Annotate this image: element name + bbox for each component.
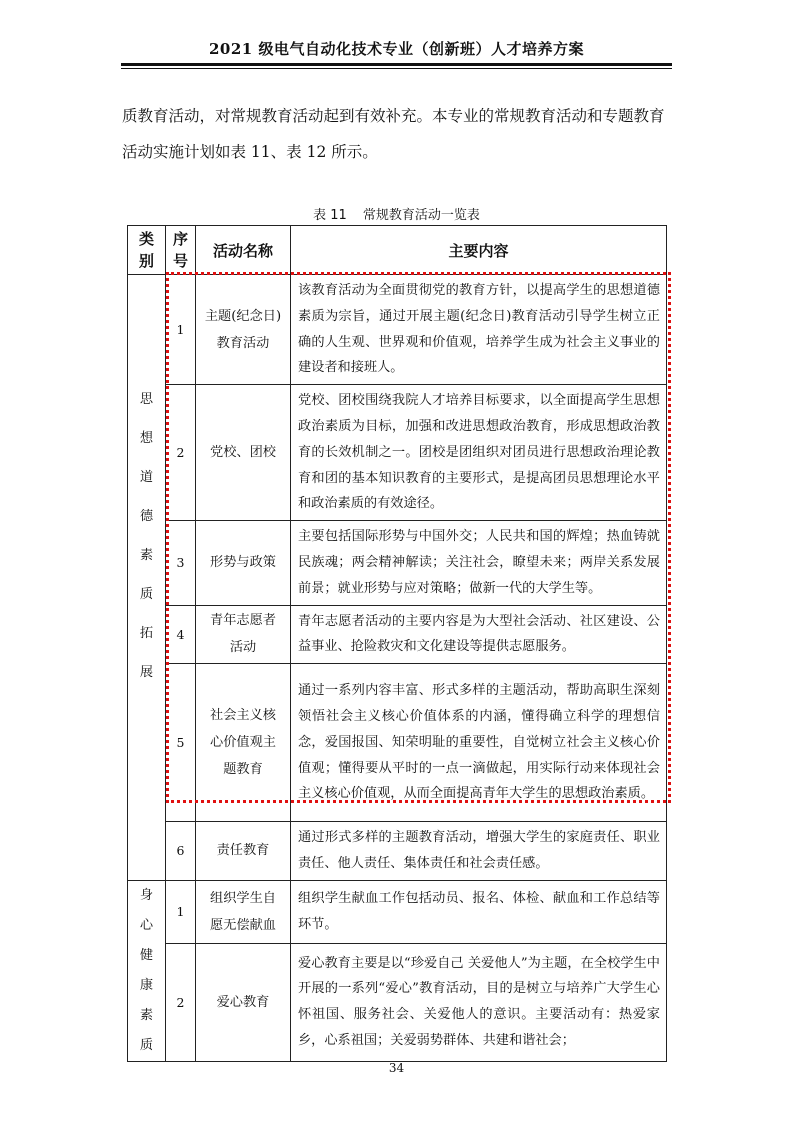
header-rule-thick: [121, 63, 672, 66]
seq-cell: 3: [166, 521, 196, 605]
activity-name-cell: [196, 605, 291, 664]
content-cell: 党校、团校围绕我院人才培养目标要求，以全面提高学生思想政治素质为目标，加强和改进思想政治教育，形成思想政治教育的长效机制之一。团校是团组织对团员进行思想政治理论教育和团的基本知识教育的主要形式，是提高团员思想理论水平和政治素质的有效途径。: [291, 385, 667, 521]
activity-name-cell: 形势与政策: [196, 521, 291, 605]
table-caption-label: 表 11: [313, 208, 347, 223]
document-header-title: 2021 级电气自动化技术专业（创新班）人才培养方案: [209, 40, 584, 58]
category-cell: [128, 275, 166, 881]
activity-name-cell: 党校、团校: [196, 385, 291, 521]
header-name: 活动名称: [196, 226, 291, 275]
table-row: [128, 521, 667, 605]
table-row: [128, 822, 667, 881]
table-row: [128, 880, 667, 943]
body-paragraph-line-2: 活动实施计划如表 11、表 12 所示。: [122, 143, 378, 161]
activity-name-cell: [196, 664, 291, 822]
content-cell: 组织学生献血工作包括动员、报名、体检、献血和工作总结等环节。: [291, 880, 667, 943]
content-cell: 通过形式多样的主题教育活动，增强大学生的家庭责任、职业责任、他人责任、集体责任和社会责任感。: [291, 822, 667, 881]
content-cell: 爱心教育主要是以“珍爱自己 关爱他人”为主题，在全校学生中开展的一系列“爱心”教育活动，目的是树立与培养广大学生心怀祖国、服务社会、关爱他人的意识。主要活动有：热爱家乡，心系祖国；关爱弱势群体、共建和谐社会；: [291, 943, 667, 1061]
table-row: [128, 664, 667, 822]
seq-cell: 2: [166, 385, 196, 521]
table-row: [128, 943, 667, 1061]
seq-cell: 6: [166, 822, 196, 881]
seq-cell: 4: [166, 605, 196, 664]
seq-cell: 5: [166, 664, 196, 822]
activity-name: 青年志愿者活动: [210, 613, 276, 656]
activity-name: 主题(纪念日)教育活动: [204, 308, 282, 351]
seq-cell: 1: [166, 880, 196, 943]
table-caption-title: 常规教育活动一览表: [362, 208, 480, 223]
table-row: [128, 385, 667, 521]
seq-cell: 1: [166, 275, 196, 385]
content-cell: 主要包括国际形势与中国外交；人民共和国的辉煌；热血铸就民族魂；两会精神解读；关注社会，瞭望未来；两岸关系发展前景；就业形势与应对策略；做新一代的大学生等。: [291, 521, 667, 605]
content-cell: 该教育活动为全面贯彻党的教育方针，以提高学生的思想道德素质为宗旨，通过开展主题(纪念日)教育活动引导学生树立正确的人生观、世界观和价值观，培养学生成为社会主义事业的建设者和接班人。: [291, 275, 667, 385]
table-header-row: [128, 226, 667, 275]
table-row: [128, 605, 667, 664]
activity-name: 组织学生自愿无偿献血: [210, 890, 276, 933]
category-label: 身 心 健 康 素 质: [139, 887, 154, 1053]
body-paragraph-line-1: 质教育活动，对常规教育活动起到有效补充。本专业的常规教育活动和专题教育: [122, 107, 665, 125]
header-content: 主要内容: [291, 226, 667, 275]
header-seq: [166, 226, 196, 275]
table-row: [128, 275, 667, 385]
activity-name-cell: [196, 880, 291, 943]
activity-name-cell: 爱心教育: [196, 943, 291, 1061]
activity-name-cell: [196, 275, 291, 385]
header-category: [128, 226, 166, 275]
activities-table: [127, 225, 667, 1062]
category-label: 思 想 道 德 素 质 拓 展: [139, 392, 154, 680]
content-cell: 通过一系列内容丰富、形式多样的主题活动，帮助高职生深刻领悟社会主义核心价值体系的内涵，懂得确立科学的理想信念，爱国报国、知荣明耻的重要性，自觉树立社会主义核心价值观；懂得要从平时的一点一滴做起，用实际行动来体现社会主义核心价值观，从而全面提高青年大学生的思想政治素质。: [291, 664, 667, 822]
header-seq-label: 序 号: [172, 230, 188, 270]
table-caption: [0, 204, 793, 223]
activity-name-cell: 责任教育: [196, 822, 291, 881]
seq-cell: 2: [166, 943, 196, 1061]
page-number: 34: [388, 1061, 405, 1075]
header-rule-thin: [121, 68, 672, 69]
content-cell: 青年志愿者活动的主要内容是为大型社会活动、社区建设、公益事业、抢险救灾和文化建设等提供志愿服务。: [291, 605, 667, 664]
activity-name: 社会主义核心价值观主题教育: [210, 708, 276, 778]
header-category-label: 类 别: [138, 230, 154, 270]
category-cell: [128, 880, 166, 1061]
